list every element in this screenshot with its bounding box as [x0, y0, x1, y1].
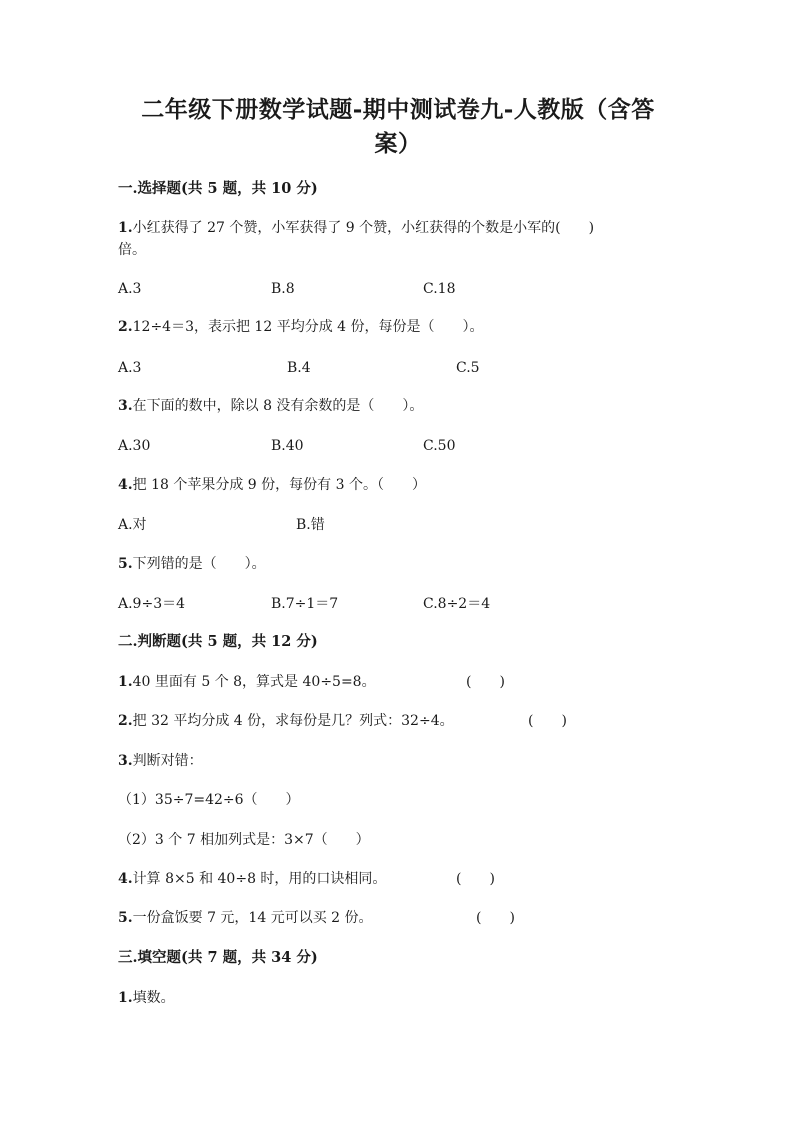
question-stem: 判断对错： — [132, 753, 203, 769]
option-b: B.4 — [287, 360, 311, 376]
question-stem: 小红获得了 27 个赞，小军获得了 9 个赞，小红获得的个数是小军的( ) — [132, 220, 595, 236]
question-number: 1. — [118, 220, 133, 236]
question-stem: 把 32 平均分成 4 份，求每份是几？列式：32÷4。 — [132, 713, 454, 729]
judge-question-2-text — [118, 711, 454, 731]
option-a: A.对 — [118, 517, 147, 533]
fill-question-1-text — [118, 988, 175, 1008]
question-number: 2. — [118, 319, 133, 335]
question-2-text — [118, 317, 484, 337]
question-1-continuation: 倍。 — [118, 242, 146, 258]
option-a: A.30 — [118, 438, 151, 454]
option-c: C.50 — [423, 438, 456, 454]
question-stem: 40 里面有 5 个 8，算式是 40÷5=8。 — [132, 674, 376, 690]
answer-parentheses: ( ) — [466, 674, 505, 690]
judge-question-5-text — [118, 908, 373, 928]
title-line-2: 案） — [374, 130, 422, 157]
question-stem: 一份盒饭要 7 元，14 元可以买 2 份。 — [132, 910, 373, 926]
question-number: 1. — [118, 990, 133, 1006]
question-number: 2. — [118, 713, 133, 729]
question-stem: 在下面的数中，除以 8 没有余数的是（ ）。 — [132, 398, 424, 414]
judge-question-4-text — [118, 869, 386, 889]
question-number: 4. — [118, 871, 133, 887]
question-5-text — [118, 554, 266, 574]
answer-parentheses: ( ) — [456, 871, 495, 887]
question-number: 3. — [118, 398, 133, 414]
question-number: 4. — [118, 477, 133, 493]
question-stem: 计算 8×5 和 40÷8 时，用的口诀相同。 — [132, 871, 387, 887]
question-stem: 把 18 个苹果分成 9 份，每份有 3 个。（ ） — [132, 477, 426, 493]
option-c: C.18 — [423, 281, 456, 297]
option-a: A.9÷3＝4 — [118, 596, 186, 612]
question-stem: 12÷4＝3，表示把 12 平均分成 4 份，每份是（ ）。 — [132, 319, 484, 335]
option-c: C.8÷2＝4 — [423, 596, 491, 612]
title-line-1: 二年级下册数学试题-期中测试卷九-人教版（含答 — [141, 96, 655, 123]
question-1-text — [118, 218, 594, 238]
judge-sub-item-1: （1）35÷7=42÷6（ ） — [118, 792, 300, 808]
answer-parentheses: ( ) — [476, 910, 515, 926]
section-heading-fill: 三.填空题(共 7 题，共 34 分) — [118, 949, 318, 966]
option-b: B.错 — [296, 517, 325, 533]
question-number: 3. — [118, 753, 133, 769]
judge-question-1-text — [118, 672, 376, 692]
answer-parentheses: ( ) — [528, 713, 567, 729]
question-3-text — [118, 396, 423, 416]
question-4-text — [118, 475, 426, 495]
option-b: B.7÷1＝7 — [271, 596, 339, 612]
question-number: 5. — [118, 556, 133, 572]
option-b: B.40 — [271, 438, 304, 454]
section-heading-judge: 二.判断题(共 5 题，共 12 分) — [118, 633, 318, 650]
option-c: C.5 — [456, 360, 480, 376]
section-heading-choice: 一.选择题(共 5 题，共 10 分) — [118, 180, 318, 197]
question-stem: 填数。 — [132, 990, 175, 1006]
option-b: B.8 — [271, 281, 295, 297]
judge-sub-item-2: （2）3 个 7 相加列式是：3×7（ ） — [118, 832, 370, 848]
question-number: 1. — [118, 674, 133, 690]
option-a: A.3 — [118, 360, 142, 376]
question-stem: 下列错的是（ ）。 — [132, 556, 266, 572]
judge-question-3-text — [118, 751, 203, 771]
document-title — [118, 93, 678, 161]
option-a: A.3 — [118, 281, 142, 297]
question-number: 5. — [118, 910, 133, 926]
